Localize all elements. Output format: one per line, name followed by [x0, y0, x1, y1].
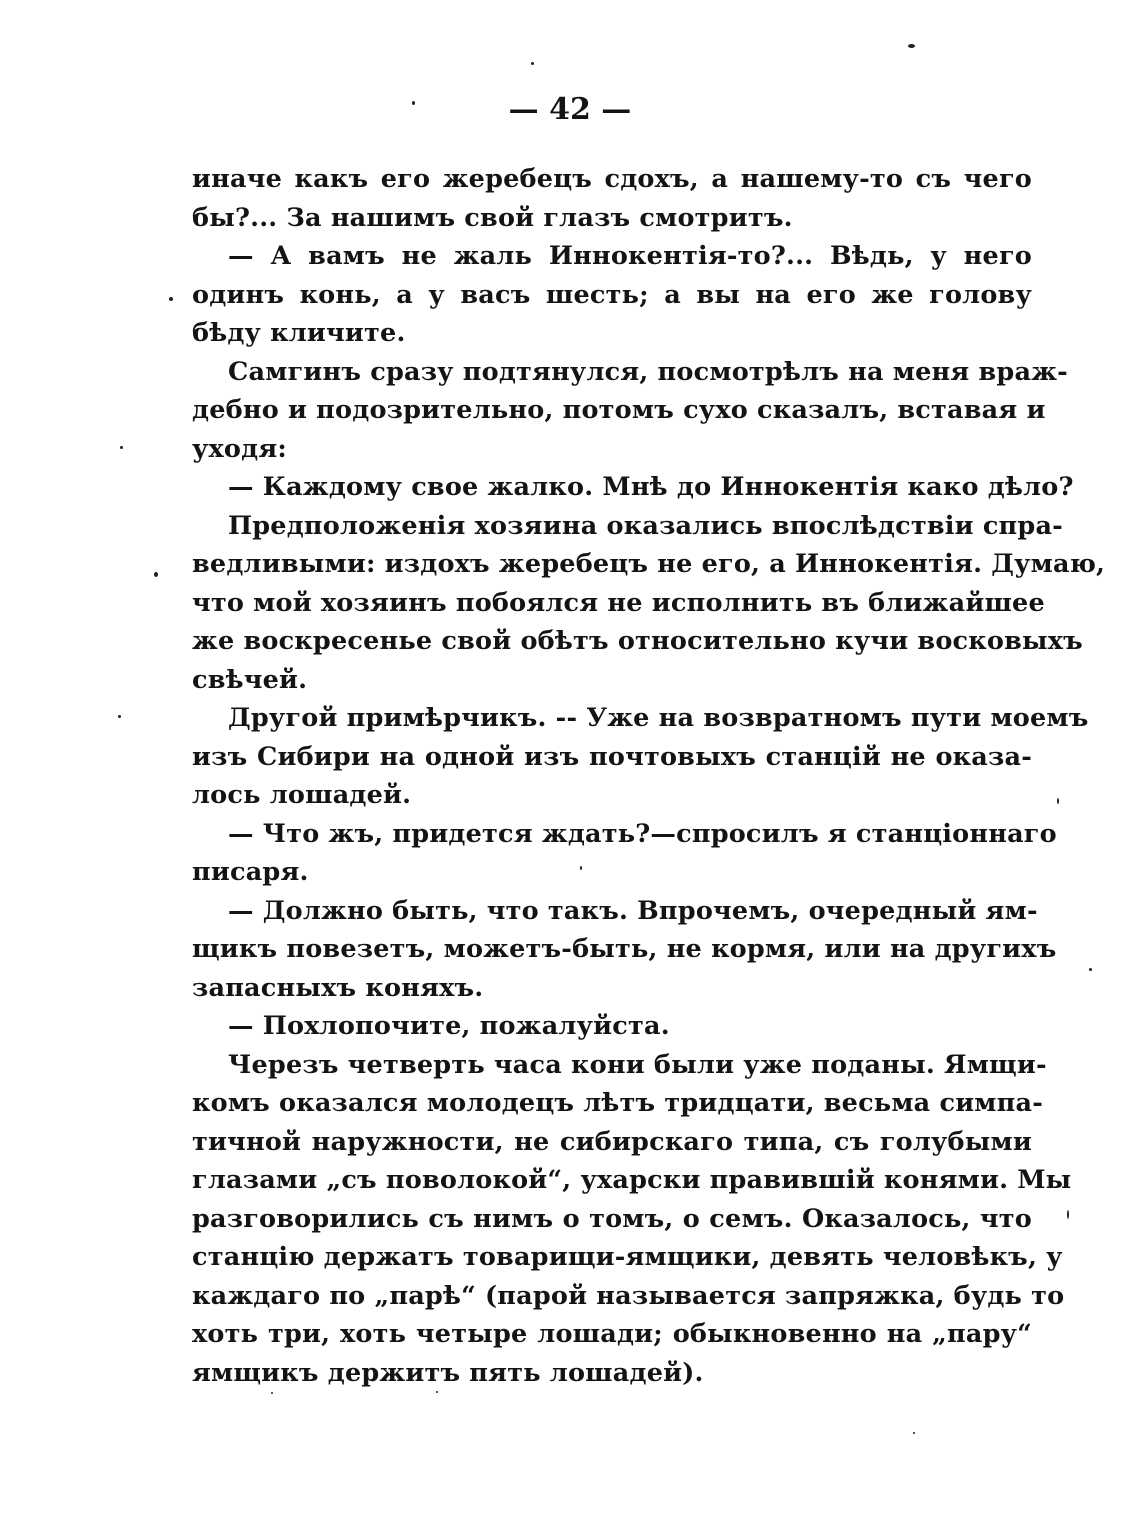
text-line: бы?... За нашимъ свой глазъ смотритъ. — [192, 202, 793, 233]
paragraph — [192, 1007, 1032, 1046]
text-line: изъ Сибири на одной изъ почтовыхъ станцій не оказа- — [192, 741, 1032, 772]
scan-speck — [913, 1432, 915, 1434]
text-line: запасныхъ коняхъ. — [192, 972, 484, 1003]
scan-speck — [1089, 968, 1092, 971]
scan-speck — [271, 1392, 273, 1394]
scan-speck — [169, 297, 173, 301]
text-line: одинъ конь, а у васъ шесть; а вы на его же голову — [192, 279, 1032, 310]
paragraph — [192, 353, 1068, 469]
text-line: лось лошадей. — [192, 780, 412, 810]
paragraph — [192, 815, 1057, 892]
text-line: Другой примѣрчикъ. -- Уже на возвратномъ пути моемъ — [228, 703, 1089, 733]
scan-speck — [580, 866, 582, 870]
text-line: же воскресенье свой обѣтъ относительно кучи восковыхъ — [192, 626, 1083, 656]
text-line: тичной наружности, не сибирскаго типа, съ голубыми — [192, 1126, 1032, 1157]
text-line: что мой хозяинъ побоялся не исполнить въ ближайшее — [192, 587, 1045, 618]
text-line: разговорились съ нимъ о томъ, о семъ. Оказалось, что — [192, 1203, 1032, 1234]
scan-speck — [154, 572, 158, 577]
scan-speck — [1057, 798, 1059, 804]
text-line: щикъ повезетъ, можетъ-быть, не кормя, или на другихъ — [192, 934, 1057, 964]
scan-speck — [118, 715, 121, 718]
text-line: ведливыми: издохъ жеребецъ не его, а Иннокентія. Думаю, — [192, 549, 1106, 579]
text-line: Самгинъ сразу подтянулся, посмотрѣлъ на меня враж- — [228, 356, 1068, 387]
text-line: — Каждому свое жалко. Мнѣ до Иннокентія како дѣло? — [228, 472, 1074, 502]
text-line: хоть три, хоть четыре лошади; обыкновенно на „пару“ — [192, 1319, 1032, 1349]
body-text — [192, 160, 1106, 1392]
text-line: Черезъ четверть часа кони были уже поданы. Ямщи- — [228, 1049, 1047, 1080]
text-line: глазами „съ поволокой“, ухарски правившій конями. Мы — [192, 1165, 1072, 1195]
text-line: — Должно быть, что такъ. Впрочемъ, очередный ям- — [228, 895, 1038, 926]
paragraph — [192, 237, 1032, 353]
text-line: Предположенія хозяина оказались впослѣдствіи спра- — [228, 510, 1063, 541]
text-line: ямщикъ держитъ пять лошадей). — [192, 1357, 704, 1388]
text-line: бѣду кличите. — [192, 318, 406, 348]
paragraph — [192, 468, 1074, 507]
scan-speck — [908, 44, 915, 48]
text-line: — Что жъ, придется ждать?—спросилъ я станціоннаго — [228, 818, 1057, 849]
text-line: свѣчей. — [192, 664, 308, 695]
text-line: дебно и подозрительно, потомъ сухо сказалъ, вставая и — [192, 395, 1046, 425]
text-line: иначе какъ его жеребецъ сдохъ, а нашему-то съ чего — [192, 164, 1032, 194]
paragraph — [192, 699, 1089, 815]
scan-speck — [531, 62, 534, 65]
text-line: каждаго по „парѣ“ (парой называется запряжка, будь то — [192, 1280, 1065, 1311]
paragraph — [192, 507, 1106, 700]
scan-speck — [436, 1391, 438, 1393]
paragraph — [192, 892, 1057, 1008]
page-number: — 42 — — [508, 92, 632, 127]
text-line: писаря. — [192, 857, 309, 887]
text-line: — А вамъ не жаль Иннокентія-то?... Вѣдь, у него — [228, 241, 1032, 271]
scan-speck — [120, 446, 123, 449]
text-line: комъ оказался молодецъ лѣтъ тридцати, весьма симпа- — [192, 1088, 1044, 1118]
text-line: уходя: — [192, 433, 287, 464]
paragraph — [192, 1046, 1072, 1393]
scan-speck — [1067, 1210, 1069, 1219]
paragraph — [192, 160, 1032, 237]
scan-speck — [412, 101, 415, 105]
text-line: — Похлопочите, пожалуйста. — [228, 1011, 670, 1041]
text-line: станцію держатъ товарищи-ямщики, девять человѣкъ, у — [192, 1242, 1063, 1272]
